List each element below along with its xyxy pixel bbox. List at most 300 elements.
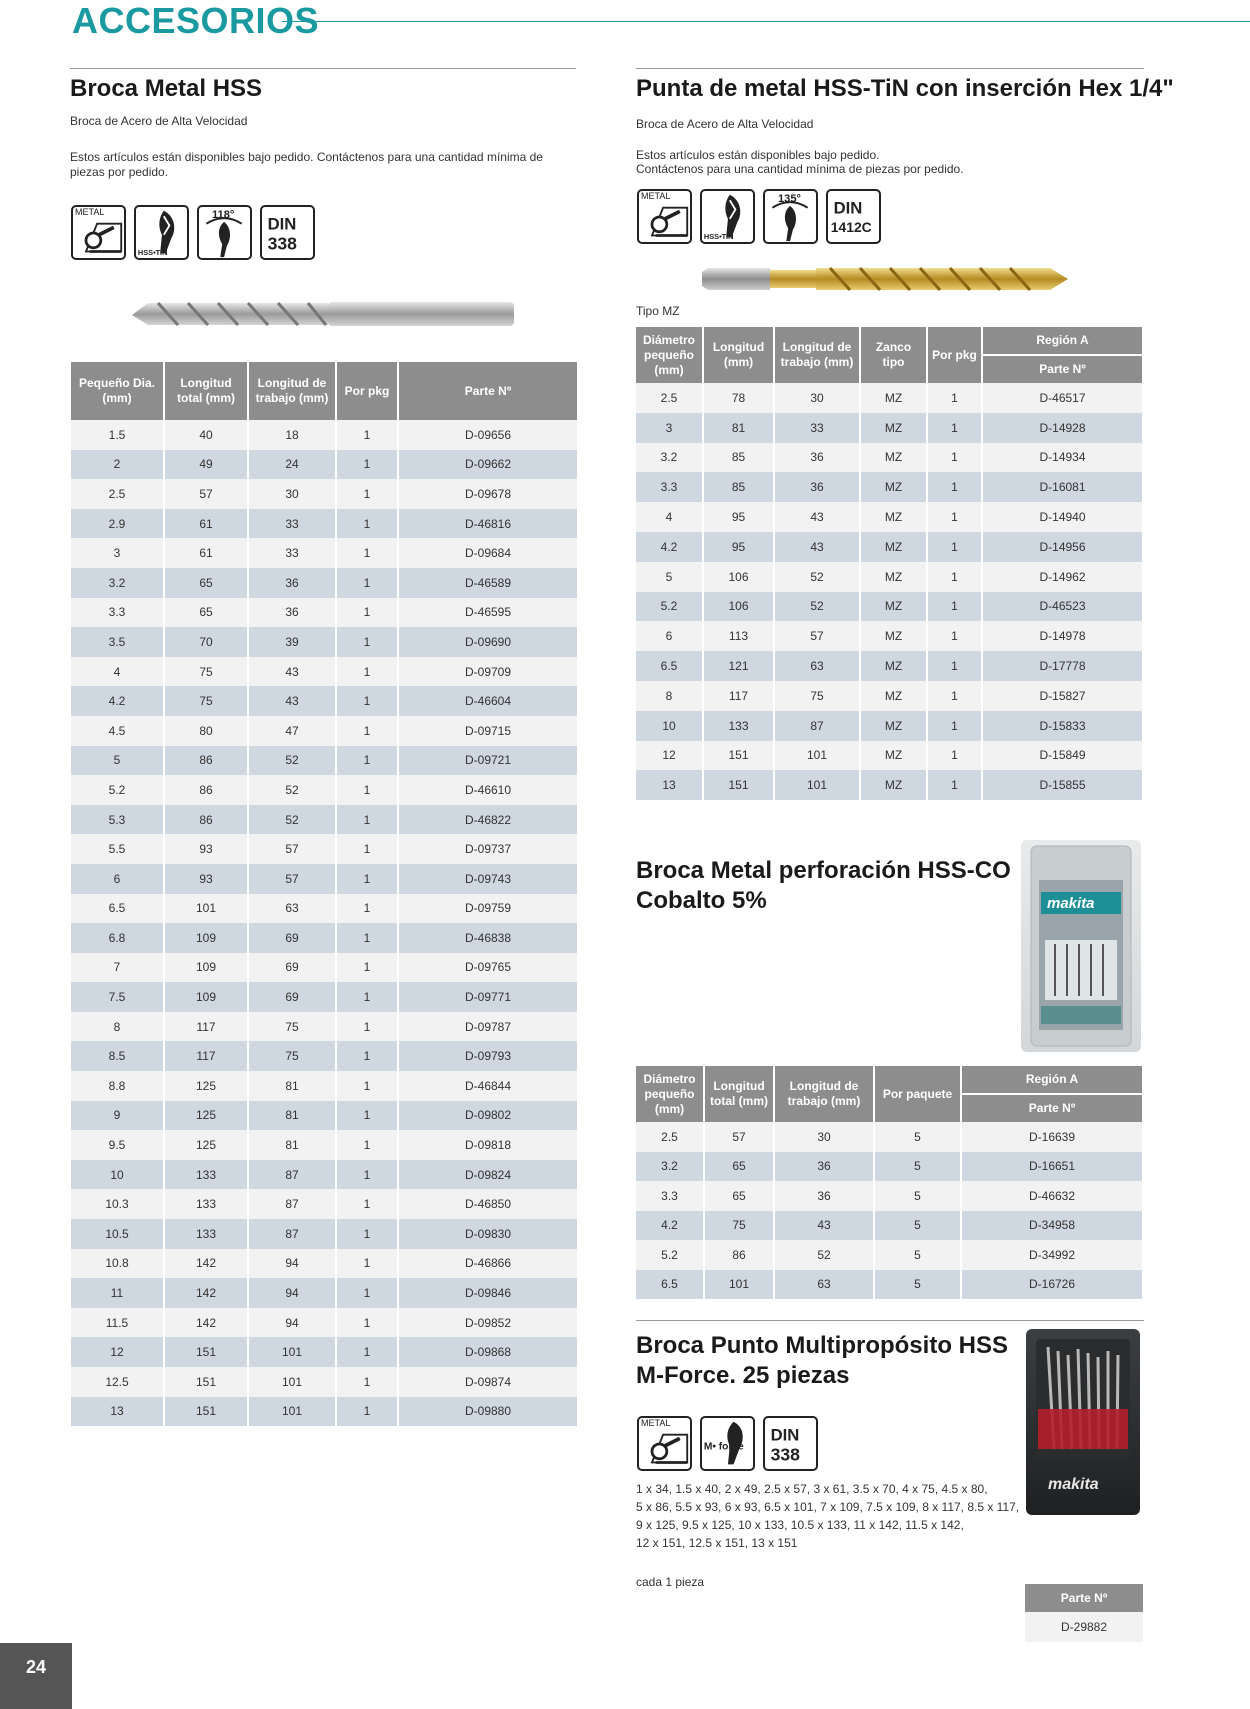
table-cell: 80 xyxy=(164,716,248,746)
table-cell: 133 xyxy=(164,1219,248,1249)
table-row xyxy=(636,1240,1142,1270)
table-cell: 4.2 xyxy=(636,532,703,562)
table-row xyxy=(636,562,1142,592)
table-cell: 1 xyxy=(336,1308,398,1338)
table-cell: D-09715 xyxy=(398,716,577,746)
table-row xyxy=(636,711,1142,741)
table-cell: 1 xyxy=(927,711,982,741)
part-col-header: Parte Nº xyxy=(982,355,1142,383)
table-row xyxy=(636,681,1142,711)
table-cell: D-09880 xyxy=(398,1397,577,1427)
table-cell: 5 xyxy=(874,1181,961,1211)
table-row xyxy=(71,450,577,480)
din-338-icon xyxy=(763,1416,818,1471)
table-cell: D-15827 xyxy=(982,681,1142,711)
section2-note-line2: Contáctenos para una cantidad mínima de piezas por pedido. xyxy=(636,162,964,176)
cobalt-table-body xyxy=(636,1122,1142,1299)
table-cell: 5 xyxy=(874,1270,961,1300)
table-cell: 86 xyxy=(164,746,248,776)
table-cell: 106 xyxy=(703,562,774,592)
table-cell: 1 xyxy=(927,741,982,771)
section2-subtitle: Broca de Acero de Alta Velocidad xyxy=(636,117,814,131)
table-cell: 95 xyxy=(703,532,774,562)
table-row xyxy=(71,1012,577,1042)
table-cell: D-09771 xyxy=(398,982,577,1012)
table-row xyxy=(636,1270,1142,1300)
sizes-line4: 12 x 151, 12.5 x 151, 13 x 151 xyxy=(636,1536,798,1550)
table-cell: 109 xyxy=(164,953,248,983)
table-cell: 5 xyxy=(874,1240,961,1270)
table-cell: 10.8 xyxy=(71,1249,164,1279)
table-cell: 4.5 xyxy=(71,716,164,746)
table-cell: D-09846 xyxy=(398,1278,577,1308)
table-cell: 1 xyxy=(336,1278,398,1308)
table-cell: 61 xyxy=(164,538,248,568)
svg-text:M• force: M• force xyxy=(703,1441,744,1453)
sizes-line1: 1 x 34, 1.5 x 40, 2 x 49, 2.5 x 57, 3 x 61, 3.5 x 70, 4 x 75, 4.5 x 80, xyxy=(636,1482,988,1496)
table-cell: D-16081 xyxy=(982,472,1142,502)
table-cell: 57 xyxy=(704,1122,774,1152)
table-cell: 94 xyxy=(248,1308,336,1338)
table-cell: 57 xyxy=(774,621,860,651)
table-cell: D-14934 xyxy=(982,443,1142,473)
table-cell: 151 xyxy=(703,741,774,771)
table-cell: 57 xyxy=(164,479,248,509)
table-cell: 113 xyxy=(703,621,774,651)
table-row xyxy=(71,686,577,716)
table-cell: D-15849 xyxy=(982,741,1142,771)
hss-tin-icon xyxy=(134,205,189,260)
table-cell: D-46866 xyxy=(398,1249,577,1279)
m-force-part-table xyxy=(1025,1584,1143,1642)
section-divider xyxy=(636,68,1144,69)
table-cell: 18 xyxy=(248,420,336,450)
table-row xyxy=(71,1130,577,1160)
table-cell: 94 xyxy=(248,1278,336,1308)
table-cell: 63 xyxy=(774,651,860,681)
table-cell: D-09818 xyxy=(398,1130,577,1160)
table-cell: 10.3 xyxy=(71,1189,164,1219)
col-header: Longitud de trabajo (mm) xyxy=(774,327,860,383)
table-cell: 1 xyxy=(336,1101,398,1131)
table-cell: 69 xyxy=(248,953,336,983)
table-cell: 70 xyxy=(164,627,248,657)
table-cell: 133 xyxy=(703,711,774,741)
table-cell: 6.8 xyxy=(71,923,164,953)
table-cell: 133 xyxy=(164,1160,248,1190)
table-row xyxy=(636,443,1142,473)
table-cell: 8.8 xyxy=(71,1071,164,1101)
table-cell: 5 xyxy=(874,1152,961,1182)
din-338-icon xyxy=(260,205,315,260)
metal-icon: METAL xyxy=(71,205,126,260)
table-cell: 3.2 xyxy=(71,568,164,598)
table-cell: 121 xyxy=(703,651,774,681)
table-row xyxy=(636,770,1142,800)
region-header: Región A xyxy=(982,327,1142,355)
table-cell: MZ xyxy=(860,681,927,711)
table-cell: 1 xyxy=(336,509,398,539)
table-row xyxy=(71,1308,577,1338)
table-cell: 3.2 xyxy=(636,1152,704,1182)
col-header: Zanco tipo xyxy=(860,327,927,383)
table-cell: D-34992 xyxy=(961,1240,1142,1270)
table-cell: 5.2 xyxy=(71,775,164,805)
table-cell: 1 xyxy=(336,1130,398,1160)
table-cell: D-09662 xyxy=(398,450,577,480)
table-cell: D-09852 xyxy=(398,1308,577,1338)
table-cell: 6 xyxy=(71,864,164,894)
svg-text:HSS•TiN: HSS•TiN xyxy=(703,232,734,242)
table-row xyxy=(71,1278,577,1308)
header-rule xyxy=(282,21,1250,22)
table-cell: 117 xyxy=(164,1012,248,1042)
col-header: Diámetro pequeño (mm) xyxy=(636,1066,704,1122)
hss-drill-bit-image xyxy=(128,293,518,335)
table-row xyxy=(636,1181,1142,1211)
table-row xyxy=(71,834,577,864)
table-cell: D-09709 xyxy=(398,657,577,687)
table-cell: D-14956 xyxy=(982,532,1142,562)
table-cell: 93 xyxy=(164,834,248,864)
table-cell: 2.5 xyxy=(636,383,703,413)
region-header: Región A xyxy=(961,1066,1142,1094)
table-cell: 87 xyxy=(248,1219,336,1249)
part-number: D-29882 xyxy=(1025,1612,1143,1642)
table-cell: 151 xyxy=(164,1337,248,1367)
table-cell: D-46838 xyxy=(398,923,577,953)
table-cell: 7.5 xyxy=(71,982,164,1012)
table-cell: 1 xyxy=(927,502,982,532)
cobalt-drill-package-image xyxy=(1021,840,1141,1052)
table-cell: MZ xyxy=(860,770,927,800)
table-cell: 36 xyxy=(774,1181,874,1211)
table-cell: 151 xyxy=(703,770,774,800)
table-row xyxy=(71,894,577,924)
table-cell: 125 xyxy=(164,1071,248,1101)
table-row xyxy=(71,1249,577,1279)
table-cell: 13 xyxy=(71,1397,164,1427)
hss-tin-icon xyxy=(700,189,755,244)
table-cell: 87 xyxy=(248,1160,336,1190)
table-cell: 4 xyxy=(71,657,164,687)
table-cell: 57 xyxy=(248,834,336,864)
brand-logo: makita xyxy=(1048,1476,1099,1493)
table-cell: 5.2 xyxy=(636,1240,704,1270)
table-row xyxy=(71,746,577,776)
table-cell: 1 xyxy=(336,1367,398,1397)
table-cell: MZ xyxy=(860,472,927,502)
table-cell: 101 xyxy=(248,1337,336,1367)
table-cell: MZ xyxy=(860,413,927,443)
table-row xyxy=(71,598,577,628)
table-cell: 36 xyxy=(774,443,860,473)
hss-tin-spec-table xyxy=(636,327,1142,800)
table-cell: D-09737 xyxy=(398,834,577,864)
table-cell: 6.5 xyxy=(636,651,703,681)
col-header: Longitud de trabajo (mm) xyxy=(774,1066,874,1122)
table-cell: 11 xyxy=(71,1278,164,1308)
table-cell: 125 xyxy=(164,1130,248,1160)
table-cell: 78 xyxy=(703,383,774,413)
table-cell: MZ xyxy=(860,592,927,622)
table-cell: D-46844 xyxy=(398,1071,577,1101)
table-cell: MZ xyxy=(860,383,927,413)
table-cell: D-46595 xyxy=(398,598,577,628)
m-force-case-image xyxy=(1026,1329,1140,1515)
table-cell: 1 xyxy=(336,568,398,598)
table-cell: D-16639 xyxy=(961,1122,1142,1152)
table-cell: 11.5 xyxy=(71,1308,164,1338)
table-cell: 43 xyxy=(248,686,336,716)
table-cell: 151 xyxy=(164,1397,248,1427)
table-cell: D-16726 xyxy=(961,1270,1142,1300)
table-row xyxy=(636,1122,1142,1152)
col-header: Longitud (mm) xyxy=(703,327,774,383)
col-header: Pequeño Dia. (mm) xyxy=(71,362,164,420)
table-cell: 75 xyxy=(774,681,860,711)
table-cell: D-09802 xyxy=(398,1101,577,1131)
svg-text:338: 338 xyxy=(770,1444,800,1465)
table-cell: 1 xyxy=(927,592,982,622)
table-row xyxy=(71,1397,577,1427)
table-row xyxy=(71,982,577,1012)
table-cell: 3.3 xyxy=(636,472,703,502)
table-cell: 4.2 xyxy=(71,686,164,716)
table-cell: 87 xyxy=(248,1189,336,1219)
each-label: cada 1 pieza xyxy=(636,1575,705,1589)
table-row xyxy=(71,568,577,598)
table-cell: 12.5 xyxy=(71,1367,164,1397)
table-cell: 81 xyxy=(703,413,774,443)
table-cell: 133 xyxy=(164,1189,248,1219)
angle-135-icon xyxy=(763,189,818,244)
table-cell: 1 xyxy=(336,1071,398,1101)
table-cell: 63 xyxy=(248,894,336,924)
type-label: Tipo MZ xyxy=(636,304,680,318)
section1-title: Broca Metal HSS xyxy=(70,75,263,102)
table-cell: D-09678 xyxy=(398,479,577,509)
section3-title-line1: Broca Metal perforación HSS-CO xyxy=(636,857,1011,884)
page-title: ACCESORIOS xyxy=(72,0,320,41)
table-cell: 75 xyxy=(164,686,248,716)
table-row xyxy=(71,1071,577,1101)
table-cell: 85 xyxy=(703,443,774,473)
table-row xyxy=(636,383,1142,413)
table-cell: 7 xyxy=(71,953,164,983)
table-cell: 1 xyxy=(336,864,398,894)
table-cell: 101 xyxy=(774,741,860,771)
table-cell: 1 xyxy=(336,1397,398,1427)
table-cell: 12 xyxy=(636,741,703,771)
metal-icon: METAL xyxy=(637,189,692,244)
col-header: Longitud total (mm) xyxy=(704,1066,774,1122)
svg-text:118°: 118° xyxy=(211,209,235,222)
table-cell: 1 xyxy=(336,716,398,746)
table-cell: 101 xyxy=(248,1367,336,1397)
table-cell: 43 xyxy=(774,1211,874,1241)
table-cell: 1 xyxy=(336,1219,398,1249)
table-cell: 1 xyxy=(927,651,982,681)
table-cell: MZ xyxy=(860,562,927,592)
section1-subtitle: Broca de Acero de Alta Velocidad xyxy=(70,114,248,128)
page-header xyxy=(72,0,1250,42)
table-cell: 65 xyxy=(704,1181,774,1211)
table-cell: 85 xyxy=(703,472,774,502)
section1-feature-icons xyxy=(71,205,315,260)
table-cell: 65 xyxy=(704,1152,774,1182)
din-1412c-icon xyxy=(826,189,881,244)
table-cell: D-09743 xyxy=(398,864,577,894)
svg-text:DIN: DIN xyxy=(833,198,863,218)
table-cell: 8 xyxy=(71,1012,164,1042)
table-cell: 5.5 xyxy=(71,834,164,864)
table-cell: 6.5 xyxy=(636,1270,704,1300)
table-cell: 1 xyxy=(336,982,398,1012)
table-cell: 33 xyxy=(774,413,860,443)
section3-title-line2: Cobalto 5% xyxy=(636,887,767,914)
table-cell: 63 xyxy=(774,1270,874,1300)
table-row xyxy=(636,472,1142,502)
table-cell: 142 xyxy=(164,1249,248,1279)
col-header: Longitud total (mm) xyxy=(164,362,248,420)
section4-title-line1: Broca Punto Multipropósito HSS xyxy=(636,1332,1008,1359)
table-row xyxy=(71,1101,577,1131)
table-row xyxy=(71,420,577,450)
table-cell: D-09824 xyxy=(398,1160,577,1190)
table-cell: 4.2 xyxy=(636,1211,704,1241)
table-cell: 101 xyxy=(704,1270,774,1300)
m-force-icon xyxy=(700,1416,755,1471)
hss-table-body xyxy=(71,420,577,1426)
metal-icon: METAL xyxy=(637,1416,692,1471)
table-row xyxy=(71,1189,577,1219)
table-cell: 8 xyxy=(636,681,703,711)
table-cell: 1 xyxy=(336,420,398,450)
svg-text:HSS•TiN: HSS•TiN xyxy=(137,248,168,258)
hss-tin-hex-drill-image xyxy=(700,262,1072,296)
table-cell: 52 xyxy=(248,775,336,805)
table-row xyxy=(71,953,577,983)
table-cell: 101 xyxy=(774,770,860,800)
table-cell: 1 xyxy=(927,443,982,473)
table-cell: 95 xyxy=(703,502,774,532)
table-cell: 57 xyxy=(248,864,336,894)
table-cell: 1 xyxy=(336,953,398,983)
col-header: Diámetro pequeño (mm) xyxy=(636,327,703,383)
table-cell: 1 xyxy=(927,413,982,443)
table-cell: 1 xyxy=(336,834,398,864)
table-cell: D-46523 xyxy=(982,592,1142,622)
table-cell: 142 xyxy=(164,1278,248,1308)
hss-tin-table-body xyxy=(636,383,1142,800)
table-cell: 52 xyxy=(774,1240,874,1270)
table-cell: 109 xyxy=(164,982,248,1012)
table-row xyxy=(71,775,577,805)
table-cell: 1 xyxy=(336,538,398,568)
table-cell: 69 xyxy=(248,982,336,1012)
table-cell: 1 xyxy=(336,775,398,805)
table-cell: 33 xyxy=(248,538,336,568)
table-cell: MZ xyxy=(860,532,927,562)
table-cell: D-17778 xyxy=(982,651,1142,681)
table-cell: 10 xyxy=(636,711,703,741)
table-cell: 93 xyxy=(164,864,248,894)
table-cell: 1 xyxy=(336,627,398,657)
table-cell: 36 xyxy=(248,568,336,598)
table-cell: 1 xyxy=(336,1189,398,1219)
table-cell: 1 xyxy=(336,1337,398,1367)
table-cell: 1 xyxy=(336,746,398,776)
table-row xyxy=(71,923,577,953)
table-cell: 36 xyxy=(774,472,860,502)
table-cell: 52 xyxy=(248,746,336,776)
table-row xyxy=(71,1337,577,1367)
table-cell: 3 xyxy=(636,413,703,443)
table-cell: 75 xyxy=(164,657,248,687)
table-cell: 1 xyxy=(927,383,982,413)
section4-title-line2: M-Force. 25 piezas xyxy=(636,1362,850,1389)
sizes-line3: 9 x 125, 9.5 x 125, 10 x 133, 10.5 x 133, 11 x 142, 11.5 x 142, xyxy=(636,1518,964,1532)
table-cell: MZ xyxy=(860,621,927,651)
table-cell: 12 xyxy=(71,1337,164,1367)
table-cell: D-46822 xyxy=(398,805,577,835)
table-cell: 40 xyxy=(164,420,248,450)
section2-feature-icons xyxy=(637,189,881,244)
table-cell: 2.9 xyxy=(71,509,164,539)
table-row xyxy=(636,413,1142,443)
table-cell: 1 xyxy=(336,1041,398,1071)
table-cell: D-15855 xyxy=(982,770,1142,800)
table-cell: 101 xyxy=(164,894,248,924)
table-row xyxy=(71,509,577,539)
table-cell: 1 xyxy=(927,621,982,651)
table-cell: 5 xyxy=(874,1122,961,1152)
table-row xyxy=(636,651,1142,681)
table-row xyxy=(636,741,1142,771)
table-cell: 2.5 xyxy=(636,1122,704,1152)
table-row xyxy=(71,716,577,746)
table-cell: 4 xyxy=(636,502,703,532)
table-cell: D-14962 xyxy=(982,562,1142,592)
table-row xyxy=(71,657,577,687)
table-cell: MZ xyxy=(860,502,927,532)
col-header: Por pkg xyxy=(336,362,398,420)
table-cell: D-09793 xyxy=(398,1041,577,1071)
table-cell: 3.2 xyxy=(636,443,703,473)
brand-logo: makita xyxy=(1047,895,1095,912)
table-cell: 36 xyxy=(248,598,336,628)
table-cell: D-14940 xyxy=(982,502,1142,532)
page-number: 24 xyxy=(0,1643,72,1709)
table-cell: 142 xyxy=(164,1308,248,1338)
table-cell: 75 xyxy=(248,1041,336,1071)
table-cell: MZ xyxy=(860,741,927,771)
table-cell: 81 xyxy=(248,1071,336,1101)
table-row xyxy=(636,621,1142,651)
table-row xyxy=(71,538,577,568)
cobalt-spec-table xyxy=(636,1066,1142,1299)
table-cell: MZ xyxy=(860,711,927,741)
table-cell: 1 xyxy=(336,598,398,628)
table-row xyxy=(71,805,577,835)
table-cell: 1 xyxy=(927,472,982,502)
table-cell: 69 xyxy=(248,923,336,953)
table-cell: MZ xyxy=(860,651,927,681)
table-cell: 1 xyxy=(336,1012,398,1042)
table-cell: D-09787 xyxy=(398,1012,577,1042)
table-cell: 10.5 xyxy=(71,1219,164,1249)
